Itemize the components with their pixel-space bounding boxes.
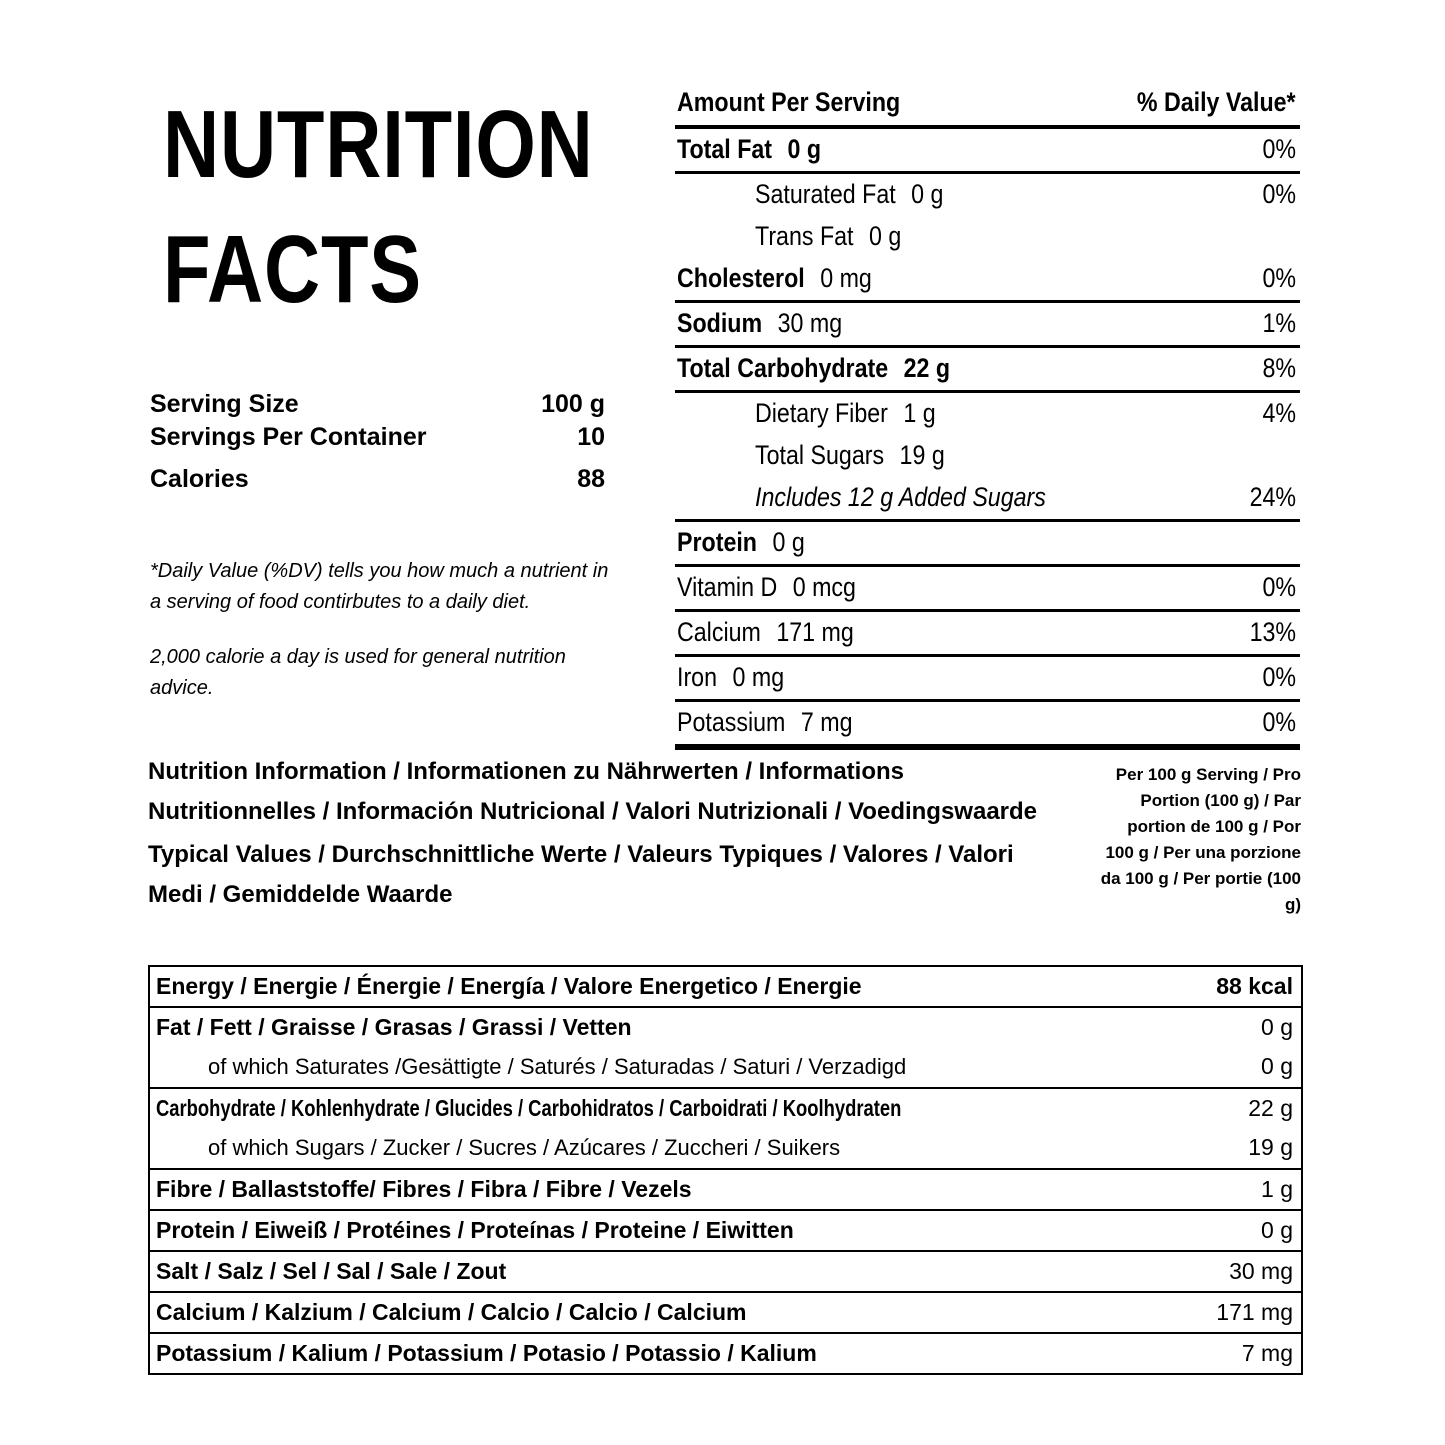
table-row-calcium-eu [150,1291,1301,1332]
nutrient-name: Saturated Fat [755,179,896,209]
nutrient-amount: 0 mg [732,662,785,692]
table-row-potassium-eu [150,1332,1301,1373]
nutrient-name: Protein [677,527,757,557]
eu-row-label: Salt / Salz / Sel / Sal / Sale / Zout [156,1258,507,1284]
nutrient-name: Potassium [677,707,786,737]
nutrient-name: Cholesterol [677,263,805,293]
eu-row-label: Potassium / Kalium / Potassium / Potasio / Potassio / Kalium [156,1340,817,1366]
nutrient-dv: 4% [1262,398,1296,428]
footnotes [150,556,620,704]
nutrient-name: Vitamin D [677,572,778,602]
table-row-calcium [675,612,1300,657]
per-serving-note: Per 100 g Serving / Pro Portion (100 g) / Par portion de 100 g / Por 100 g / Per una porzione da 100 g / Per portie (100 g) [1100,765,1301,914]
daily-value-header: % Daily Value* [1137,87,1296,117]
serving-size-value: 100 g [541,390,605,418]
table-row-potassium [675,702,1300,750]
table-row-iron [675,657,1300,702]
nutrient-amount: 0 g [772,527,805,557]
eu-row-label: Carbohydrate / Kohlenhydrate / Glucides / Carbohidratos / Carboidrati / Koolhydraten [156,1095,902,1121]
calories-value: 88 [577,465,605,493]
table-row-sodium [675,303,1300,348]
eu-nutrition-section [148,752,1303,1375]
eu-row-value: 0 g [1261,1217,1293,1243]
label-title-line2: FACTS [163,216,422,323]
nutrient-amount: 0 mcg [792,572,856,602]
nutrient-amount: 0 g [787,134,822,164]
calories-row [150,463,605,496]
table-row-total-sugars [675,435,1300,477]
table-row-protein [675,522,1300,567]
serving-info [150,388,605,496]
eu-row-value: 1 g [1261,1176,1293,1202]
nutrient-name: Calcium [677,617,761,647]
nutrient-name: Dietary Fiber [755,398,888,428]
nutrient-amount: 22 g [903,353,951,383]
table-row-saturated-fat [675,174,1300,216]
eu-heading-nutrition-information: Nutrition Information / Informationen zu Nährwerten / Informations Nutritionnelles / Información Nutricional / Valori Nutrizionali / Voedingswaarde [148,758,1038,825]
eu-row-value: 30 mg [1229,1258,1293,1284]
nutrient-name: Total Carbohydrate [677,353,889,383]
eu-heading-typical-values: Typical Values / Durchschnittliche Werte / Valeurs Typiques / Valores / Valori Medi / Gemiddelde Waarde [148,841,1014,908]
fda-nutrition-table [675,86,1300,750]
table-row-dietary-fiber [675,393,1300,435]
nutrient-dv: 0% [1262,263,1296,293]
calorie-footnote: 2,000 calorie a day is used for general nutrition advice. [150,646,566,699]
nutrient-amount: 171 mg [776,617,854,647]
servings-per-container-value: 10 [577,423,605,451]
nutrient-name: Includes 12 g Added Sugars [755,482,1046,512]
nutrient-dv: 8% [1262,353,1296,383]
serving-size-label: Serving Size [150,390,299,418]
eu-subrow-value: 19 g [1248,1134,1293,1160]
table-row-fibre [150,1168,1301,1209]
eu-row-label: Protein / Eiweiß / Protéines / Proteínas / Proteine / Eiwitten [156,1217,794,1243]
eu-row-label: Fat / Fett / Graisse / Grasas / Grassi / Vetten [156,1014,632,1040]
calories-label: Calories [150,465,249,493]
table-row-cholesterol [675,258,1300,303]
nutrient-amount: 30 mg [777,308,843,338]
eu-row-label: Energy / Energie / Énergie / Energía / Valore Energetico / Energie [156,973,862,999]
nutrient-name: Total Sugars [755,440,885,470]
table-row-energy [150,967,1301,1006]
eu-row-value: 171 mg [1216,1299,1293,1325]
nutrient-amount: 0 mg [820,263,872,293]
table-row-added-sugars [675,477,1300,522]
nutrient-amount: 19 g [899,440,945,470]
daily-value-footnote: *Daily Value (%DV) tells you how much a nutrient in a serving of food contirbutes to a daily diet. [150,560,609,613]
label-title-line1: NUTRITION [163,91,594,198]
nutrient-amount: 0 g [868,221,902,251]
table-row-protein-eu [150,1209,1301,1250]
table-row-carbohydrate-group [150,1087,1301,1168]
nutrient-dv: 0% [1262,707,1296,737]
nutrient-amount: 1 g [903,398,936,428]
eu-headings [148,752,1303,957]
nutrient-name: Iron [677,662,718,692]
eu-subrow-label: of which Saturates /Gesättigte / Saturés / Saturadas / Saturi / Verzadigd [208,1054,907,1079]
fda-table-header [675,86,1300,129]
table-row-fat-group [150,1006,1301,1087]
eu-row-value: 88 kcal [1216,973,1293,999]
table-row-total-carbohydrate [675,348,1300,393]
eu-row-label: Fibre / Ballaststoffe/ Fibres / Fibra / Fibre / Vezels [156,1176,692,1202]
nutrient-dv: 24% [1249,482,1296,512]
nutrient-dv: 0% [1262,662,1296,692]
servings-per-container-row [150,421,605,454]
eu-nutrition-table [148,965,1303,1375]
servings-per-container-label: Servings Per Container [150,423,427,451]
amount-per-serving-header: Amount Per Serving [677,87,901,117]
eu-subrow-label: of which Sugars / Zucker / Sucres / Azúcares / Zuccheri / Suikers [208,1135,841,1160]
nutrient-name: Sodium [677,308,763,338]
label-title [163,82,594,332]
table-row-vitamin-d [675,567,1300,612]
nutrient-dv: 0% [1262,179,1296,209]
nutrient-name: Total Fat [677,134,773,164]
table-row-salt [150,1250,1301,1291]
nutrient-dv: 1% [1262,308,1296,338]
table-row-total-fat [675,129,1300,174]
eu-row-value: 7 mg [1241,1340,1293,1366]
serving-size-row [150,388,605,421]
nutrient-dv: 0% [1262,134,1296,164]
eu-subrow-value: 0 g [1261,1053,1293,1079]
nutrient-dv: 13% [1249,617,1296,647]
nutrient-amount: 0 g [911,179,944,209]
eu-row-label: Calcium / Kalzium / Calcium / Calcio / Calcio / Calcium [156,1299,747,1325]
table-row-trans-fat [675,216,1300,258]
nutrient-dv: 0% [1262,572,1296,602]
eu-row-value: 22 g [1248,1095,1293,1121]
nutrient-amount: 7 mg [800,707,853,737]
nutrient-name: Trans Fat [755,221,854,251]
eu-row-value: 0 g [1261,1014,1293,1040]
